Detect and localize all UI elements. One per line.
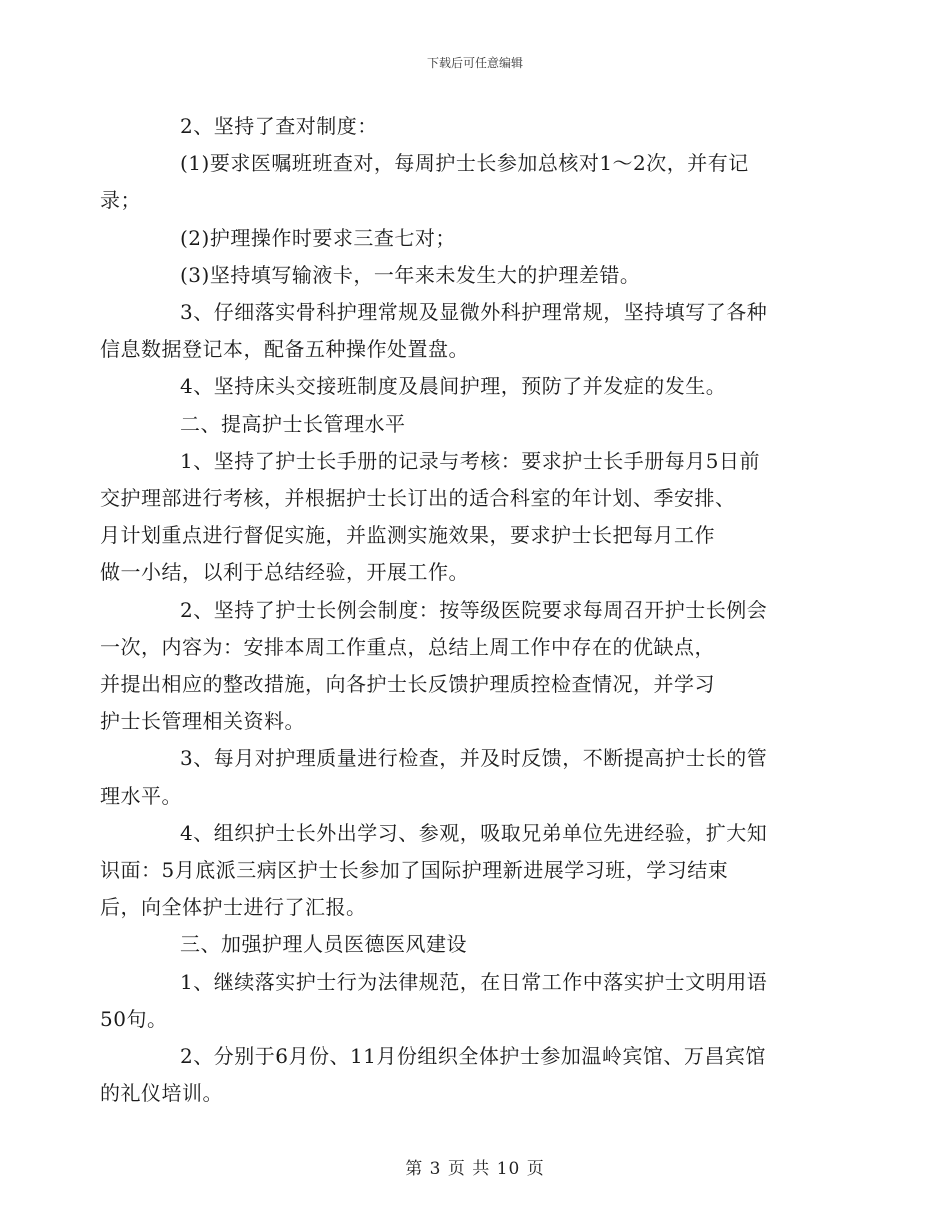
paragraph-continuation-line: 识面：5月底派三病区护士长参加了国际护理新进展学习班，学习结束	[100, 858, 729, 883]
paragraph	[100, 815, 812, 927]
paragraph-first-line: (2)护理操作时要求三查七对；	[180, 225, 456, 250]
document-body	[100, 108, 812, 1112]
paragraph-first-line: 3、每月对护理质量进行检查，并及时反馈，不断提高护士长的管	[180, 746, 768, 771]
paragraph-first-line: (3)坚持填写输液卡，一年来未发生大的护理差错。	[180, 262, 641, 287]
paragraph	[100, 740, 812, 814]
paragraph	[140, 926, 812, 963]
paragraph-continuation-line: 信息数据登记本，配备五种操作处置盘。	[100, 337, 469, 362]
paragraph-continuation-line: 50句。	[100, 1006, 168, 1031]
paragraph	[140, 257, 812, 294]
paragraph-continuation-line: 护士长管理相关资料。	[100, 709, 305, 734]
page-footer: 第 3 页 共 10 页	[405, 1159, 545, 1179]
paragraph	[140, 406, 812, 443]
paragraph	[100, 964, 812, 1038]
paragraph-first-line: 1、坚持了护士长手册的记录与考核：要求护士长手册每月5日前	[180, 448, 760, 473]
paragraph-continuation-line: 后，向全体护士进行了汇报。	[100, 895, 367, 920]
paragraph-first-line: 4、组织护士长外出学习、参观，吸取兄弟单位先进经验，扩大知	[180, 820, 768, 845]
paragraph-first-line: 1、继续落实护士行为法律规范，在日常工作中落实护士文明用语	[180, 969, 768, 994]
paragraph-continuation-line: 并提出相应的整改措施，向各护士长反馈护理质控检查情况，并学习	[100, 672, 715, 697]
paragraph	[100, 294, 812, 368]
paragraph-continuation-line: 交护理部进行考核，并根据护士长订出的适合科室的年计划、季安排、	[100, 486, 736, 511]
paragraph-continuation-line: 的礼仪培训。	[100, 1081, 223, 1106]
paragraph-continuation-line: 理水平。	[100, 783, 182, 808]
paragraph	[140, 220, 812, 257]
paragraph-first-line: (1)要求医嘱班班查对，每周护士长参加总核对1～2次，并有记	[180, 151, 749, 176]
paragraph-continuation-line: 一次，内容为：安排本周工作重点，总结上周工作中存在的优缺点，	[100, 634, 715, 659]
paragraph-first-line: 4、坚持床头交接班制度及晨间护理，预防了并发症的发生。	[180, 374, 727, 399]
paragraph-first-line: 三、加强护理人员医德医风建设	[180, 932, 467, 957]
paragraph-continuation-line: 月计划重点进行督促实施，并监测实施效果，要求护士长把每月工作	[100, 523, 715, 548]
paragraph-first-line: 二、提高护士长管理水平	[180, 411, 406, 436]
page-header-note: 下载后可任意编辑	[426, 56, 523, 70]
paragraph	[100, 145, 812, 219]
paragraph-first-line: 2、分别于6月份、11月份组织全体护士参加温岭宾馆、万昌宾馆	[180, 1044, 766, 1069]
paragraph	[140, 368, 812, 405]
paragraph-first-line: 2、坚持了查对制度：	[180, 114, 378, 138]
paragraph-continuation-line: 做一小结，以利于总结经验，开展工作。	[100, 560, 469, 585]
paragraph	[100, 592, 812, 741]
paragraph	[100, 443, 812, 592]
paragraph-first-line: 3、仔细落实骨科护理常规及显微外科护理常规，坚持填写了各种	[180, 300, 768, 325]
paragraph-continuation-line: 录；	[100, 188, 141, 213]
paragraph	[100, 1038, 812, 1112]
paragraph-first-line: 2、坚持了护士长例会制度：按等级医院要求每周召开护士长例会	[180, 597, 768, 622]
paragraph	[140, 108, 812, 145]
